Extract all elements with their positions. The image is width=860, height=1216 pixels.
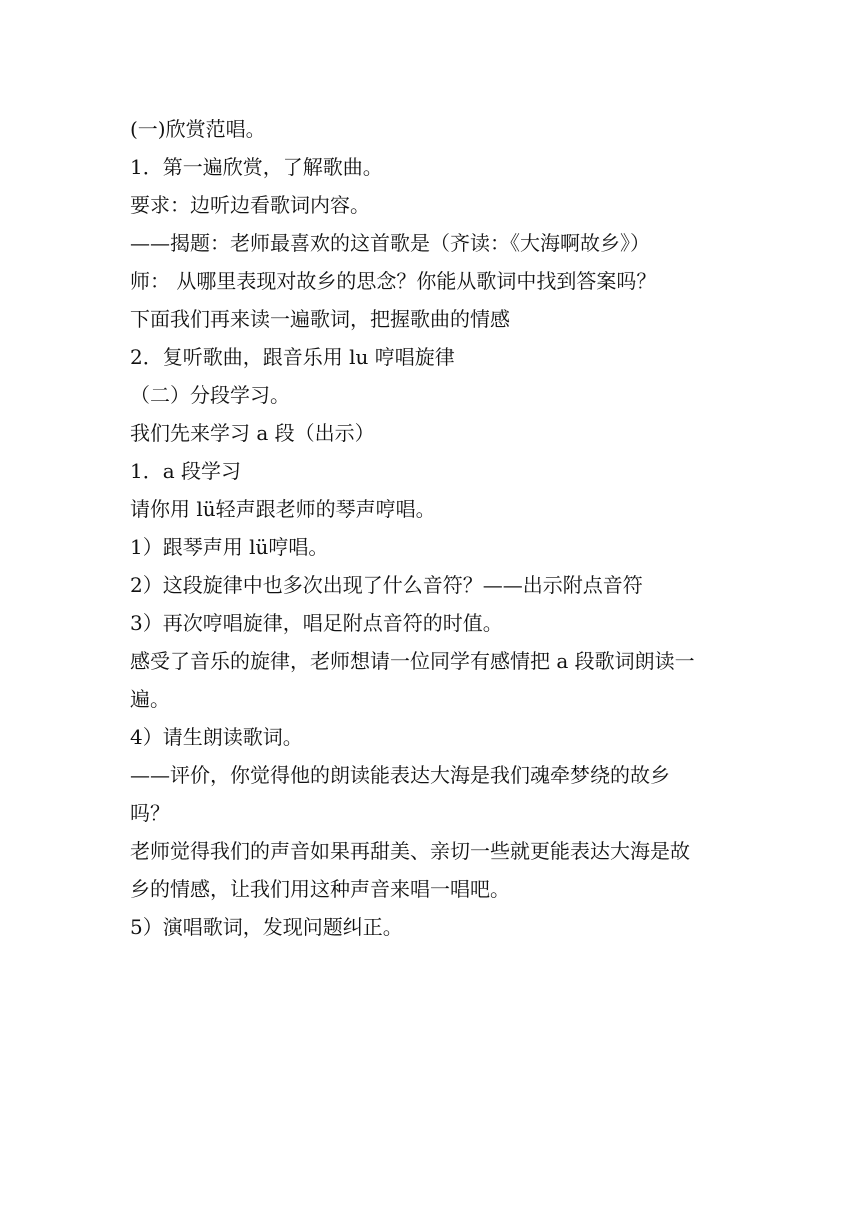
step-item: 1．第一遍欣赏，了解歌曲。 [130,155,383,179]
paragraph-line: ——揭题：老师最喜欢的这首歌是（齐读：《大海啊故乡》） [130,231,650,255]
list-item: 5）演唱歌词，发现问题纠正。 [130,915,403,939]
paragraph-line: 要求：边听边看歌词内容。 [130,193,370,217]
paragraph-line: 师： 从哪里表现对故乡的思念？你能从歌词中找到答案吗？ [130,269,657,293]
section-heading: (一)欣赏范唱。 [130,117,266,141]
paragraph-line: 老师觉得我们的声音如果再甜美、亲切一些就更能表达大海是故 [130,839,690,863]
section-heading: （二）分段学习。 [130,383,290,407]
document-body [130,110,740,946]
list-item: 3）再次哼唱旋律，唱足附点音符的时值。 [130,611,503,635]
list-item: 4）请生朗读歌词。 [130,725,303,749]
step-item: 2．复听歌曲，跟音乐用 lu 哼唱旋律 [130,345,455,369]
paragraph-line: ——评价，你觉得他的朗读能表达大海是我们魂牵梦绕的故乡 [130,763,670,787]
paragraph-line: 感受了音乐的旋律，老师想请一位同学有感情把 a 段歌词朗读一 [130,649,695,673]
paragraph-line: 吗？ [130,801,170,825]
paragraph-line: 我们先来学习 a 段（出示） [130,421,375,445]
paragraph-line: 遍。 [130,687,170,711]
list-item: 1）跟琴声用 lü哼唱。 [130,535,329,559]
paragraph-line: 乡的情感，让我们用这种声音来唱一唱吧。 [130,877,510,901]
list-item: 2）这段旋律中也多次出现了什么音符？——出示附点音符 [130,573,643,597]
paragraph-line: 请你用 lü轻声跟老师的琴声哼唱。 [130,497,436,521]
paragraph-line: 下面我们再来读一遍歌词，把握歌曲的情感 [130,307,510,331]
step-item: 1．a 段学习 [130,459,242,483]
